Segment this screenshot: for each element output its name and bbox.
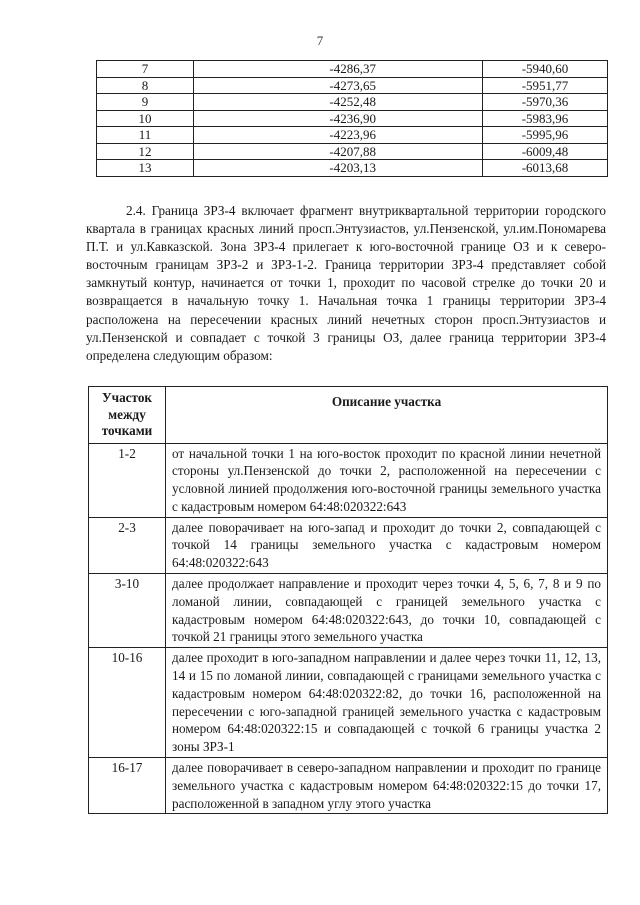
table-row [97, 110, 608, 127]
x-coordinate-cell: -4252,48 [194, 94, 483, 111]
point-number-cell: 8 [97, 77, 194, 94]
table-row [97, 94, 608, 111]
table-row [97, 143, 608, 160]
point-number-cell: 13 [97, 160, 194, 177]
x-coordinate-cell: -4207,88 [194, 143, 483, 160]
x-coordinate-cell: -4203,13 [194, 160, 483, 177]
segment-cell: 1-2 [89, 443, 166, 517]
y-coordinate-cell: -5970,36 [483, 94, 608, 111]
x-coordinate-cell: -4286,37 [194, 61, 483, 78]
point-number-cell: 10 [97, 110, 194, 127]
y-coordinate-cell: -5940,60 [483, 61, 608, 78]
segment-cell: 2-3 [89, 517, 166, 573]
table-row [97, 160, 608, 177]
section-paragraph: 2.4. Граница ЗРЗ-4 включает фрагмент внутриквартальной территории городского квартала в границах красных линий просп.Энтузиастов, ул.Пензенской, ул.им.Пономарева П.Т. и ул.Кавказской. Зона ЗРЗ-4 прилегает к юго-восточной границе ОЗ и к северо-восточным границам ЗРЗ-2 и ЗРЗ-1-2. Граница территории ЗРЗ-4 представляет собой замкнутый контур, начинается от точки 1, проходит по часовой стрелке до точки 20 и возвращается в начальную точку 1. Начальная точка 1 границы территории ЗРЗ-4 расположена на пересечении красных линий нечетных сторон просп.Энтузиастов и ул.Пензенской и совпадает с точкой 3 границы ОЗ, далее граница территории ЗРЗ-4 определена следующим образом: [86, 203, 606, 363]
y-coordinate-cell: -5995,96 [483, 127, 608, 144]
table-row [89, 443, 608, 517]
boundary-description-table [88, 386, 608, 814]
table-row [89, 574, 608, 648]
description-cell: от начальной точки 1 на юго-восток проходит по красной линии нечетной стороны ул.Пензенской до точки 2, расположенной на пересечении с условной линией продолжения юго-восточной границы земельного участка с кадастровым номером 64:48:020322:643 [166, 443, 608, 517]
y-coordinate-cell: -5951,77 [483, 77, 608, 94]
table-row [97, 61, 608, 78]
point-number-cell: 7 [97, 61, 194, 78]
y-coordinate-cell: -6009,48 [483, 143, 608, 160]
page-number: 7 [316, 33, 324, 48]
x-coordinate-cell: -4223,96 [194, 127, 483, 144]
x-coordinate-cell: -4273,65 [194, 77, 483, 94]
header-description: Описание участка [166, 387, 608, 444]
description-cell: далее поворачивает в северо-западном направлении и проходит по границе земельного участка с кадастровым номером 64:48:020322:15 до точки 17, расположенной в западном углу этого участка [166, 758, 608, 814]
table-row [89, 648, 608, 758]
table-header-row [89, 387, 608, 444]
point-number-cell: 11 [97, 127, 194, 144]
description-cell: далее проходит в юго-западном направлении и далее через точки 11, 12, 13, 14 и 15 по ломаной линии, совпадающей с границами земельного участка с кадастровым номером 64:48:020322:82, до точки 16, расположенной на пересечении с юго-западной границей земельного участка с кадастровым номером 64:48:020322:15 и совпадающей с точкой 6 границы участка 2 зоны ЗРЗ-1 [166, 648, 608, 758]
segment-cell: 3-10 [89, 574, 166, 648]
table-row [97, 127, 608, 144]
point-number-cell: 12 [97, 143, 194, 160]
point-number-cell: 9 [97, 94, 194, 111]
y-coordinate-cell: -5983,96 [483, 110, 608, 127]
x-coordinate-cell: -4236,90 [194, 110, 483, 127]
description-cell: далее продолжает направление и проходит через точки 4, 5, 6, 7, 8 и 9 по ломаной линии, совпадающей с границей земельного участка с кадастровым номером 64:48:020322:643, до точки 10, совпадающей с точкой 21 границы этого земельного участка [166, 574, 608, 648]
table-row [97, 77, 608, 94]
segment-cell: 16-17 [89, 758, 166, 814]
coordinates-table [96, 60, 608, 177]
segment-cell: 10-16 [89, 648, 166, 758]
description-cell: далее поворачивает на юго-запад и проходит до точки 2, совпадающей с точкой 14 границы земельного участка с кадастровым номером 64:48:020322:643 [166, 517, 608, 573]
table-row [89, 517, 608, 573]
table-row [89, 758, 608, 814]
header-segment: Участок между точками [89, 387, 166, 444]
y-coordinate-cell: -6013,68 [483, 160, 608, 177]
